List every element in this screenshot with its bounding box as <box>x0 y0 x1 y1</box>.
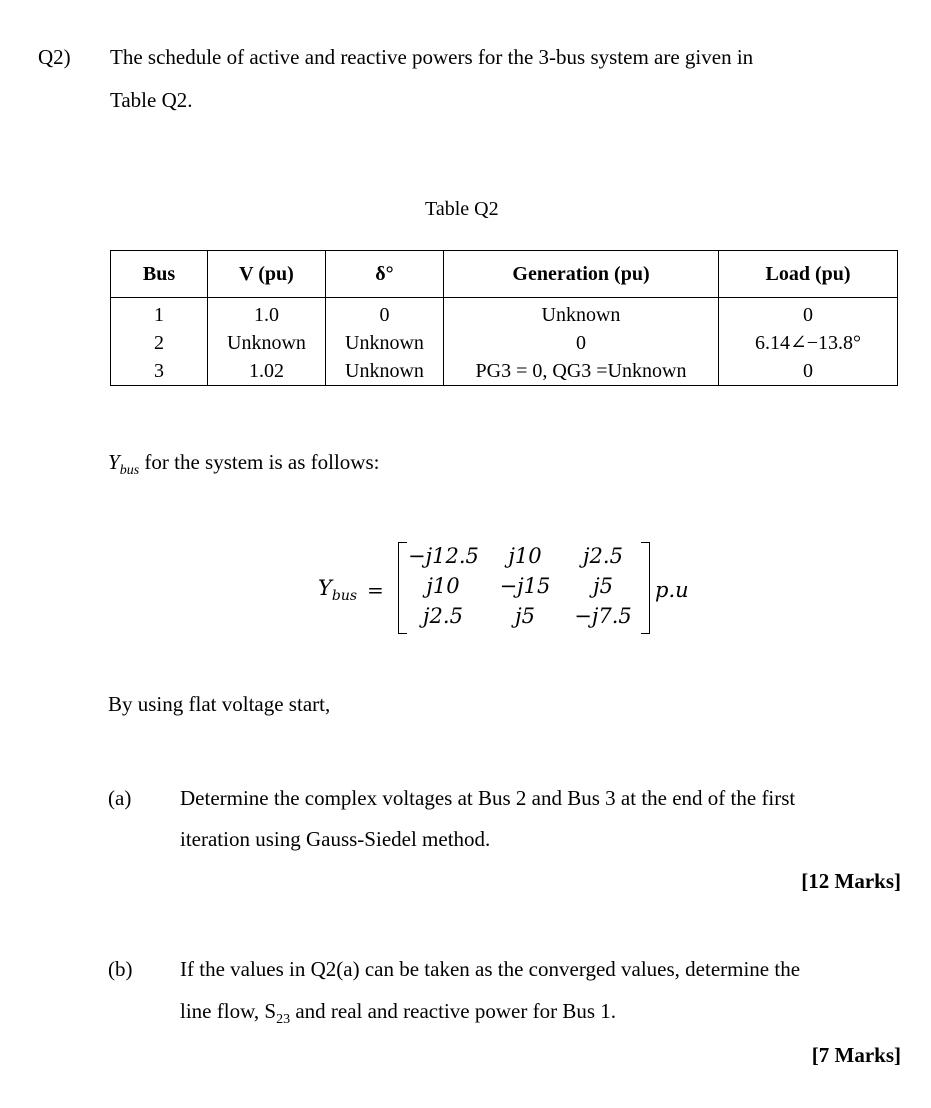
cell: 1 <box>111 298 208 330</box>
schedule-table <box>110 250 898 386</box>
right-bracket <box>641 542 650 634</box>
cell: PG3 = 0, QG3 =Unknown <box>444 357 719 386</box>
matrix-cell: j2.5 <box>583 544 623 568</box>
part-b-marks: [7 Marks] <box>811 1043 901 1067</box>
flat-start-text: By using flat voltage start, <box>108 692 331 716</box>
matrix-cell: j5 <box>515 604 535 628</box>
matrix-cell: −j15 <box>499 574 551 598</box>
equals-sign: = <box>367 578 384 602</box>
ybus-intro <box>108 450 379 479</box>
part-a-label: (a) <box>108 786 132 810</box>
table-header-row <box>111 251 898 298</box>
cell: Unknown <box>326 329 444 357</box>
cell: 1.02 <box>208 357 326 386</box>
cell: 0 <box>719 298 898 330</box>
ybus-lhs-main: Y <box>318 576 332 600</box>
matrix-cell: j5 <box>593 574 613 598</box>
part-b-line2-b: and real and reactive power for Bus 1. <box>290 999 617 1023</box>
part-a-line2: iteration using Gauss-Siedel method. <box>180 827 491 851</box>
cell: Unknown <box>208 329 326 357</box>
table-row <box>111 298 898 330</box>
matrix-cell: j10 <box>426 574 460 598</box>
cell: 0 <box>444 329 719 357</box>
part-b-line2 <box>180 999 616 1028</box>
cell: 1.0 <box>208 298 326 330</box>
matrix-cell: j10 <box>508 544 542 568</box>
matrix-cell: −j12.5 <box>408 544 479 568</box>
ybus-matrix <box>398 542 650 634</box>
question-intro-line1: The schedule of active and reactive powers for the 3-bus system are given in <box>110 45 754 69</box>
cell: 0 <box>719 357 898 386</box>
header-load: Load (pu) <box>719 251 898 298</box>
ybus-lhs-sub: bus <box>331 588 358 605</box>
table-row <box>111 329 898 357</box>
question-intro-line2: Table Q2. <box>110 88 193 112</box>
cell: 3 <box>111 357 208 386</box>
matrix-cell: −j7.5 <box>574 604 632 628</box>
part-b-label: (b) <box>108 957 133 981</box>
part-b-line2-sub: 23 <box>276 1012 291 1028</box>
ybus-subscript: bus <box>119 463 140 479</box>
cell: 6.14∠−13.8° <box>719 329 898 357</box>
header-bus: Bus <box>111 251 208 298</box>
table-row <box>111 357 898 386</box>
cell: 2 <box>111 329 208 357</box>
question-number: Q2) <box>38 45 71 69</box>
part-a-marks: [12 Marks] <box>801 869 901 893</box>
cell: 0 <box>326 298 444 330</box>
part-a-line1: Determine the complex voltages at Bus 2 and Bus 3 at the end of the first <box>180 786 796 810</box>
unit-label: p.u <box>655 578 689 602</box>
part-b-line1: If the values in Q2(a) can be taken as the converged values, determine the <box>180 957 801 981</box>
header-angle: δ° <box>326 251 444 298</box>
ybus-lhs <box>318 576 357 604</box>
ybus-symbol: Y <box>108 450 120 474</box>
table-caption: Table Q2 <box>425 198 499 220</box>
part-b-line2-a: line flow, S <box>180 999 277 1023</box>
matrix-cell: j2.5 <box>423 604 463 628</box>
header-voltage: V (pu) <box>208 251 326 298</box>
cell: Unknown <box>444 298 719 330</box>
ybus-intro-text: for the system is as follows: <box>139 450 380 474</box>
header-generation: Generation (pu) <box>444 251 719 298</box>
left-bracket <box>398 542 407 634</box>
cell: Unknown <box>326 357 444 386</box>
